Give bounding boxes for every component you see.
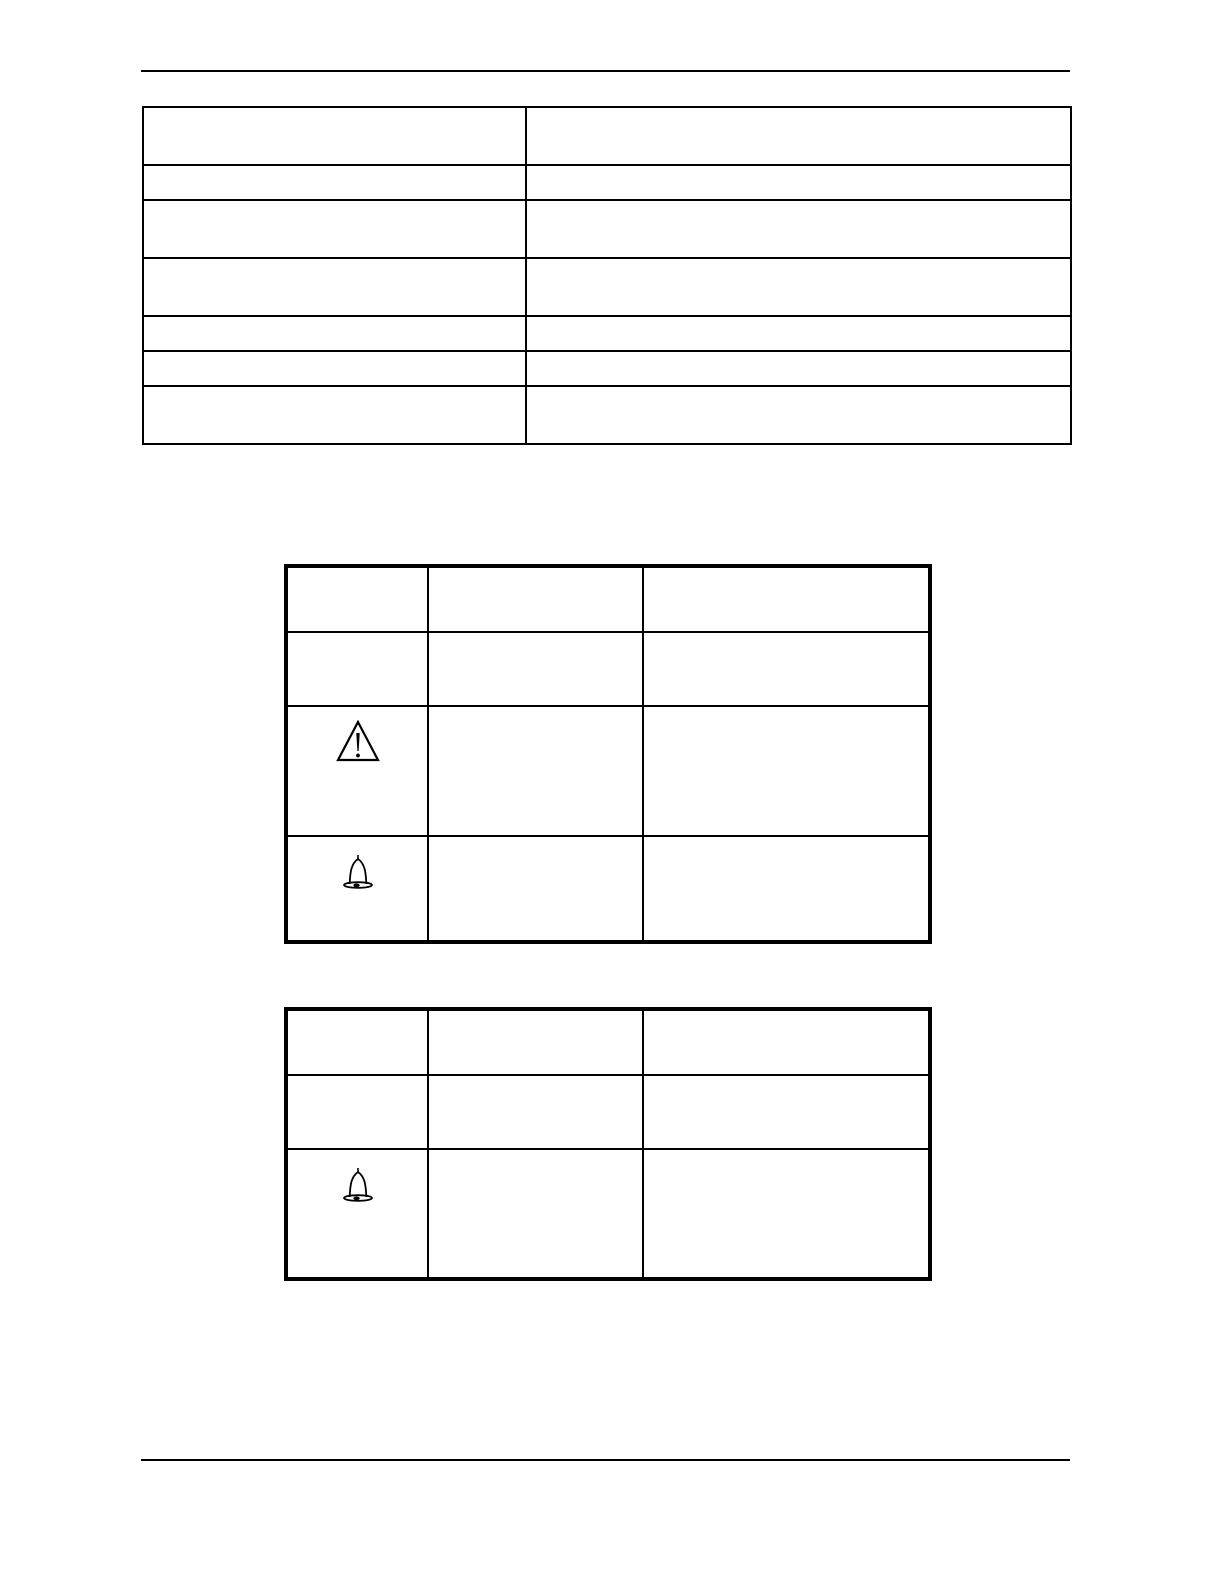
table-cell-key (143, 107, 526, 165)
table-cell-value (526, 386, 1071, 444)
description-cell (643, 632, 930, 706)
table-cell-value (526, 351, 1071, 386)
description-cell (643, 1149, 930, 1279)
table-row (286, 1075, 930, 1149)
bell-icon (338, 853, 378, 893)
table-row (143, 107, 1071, 165)
table-cell-key (143, 351, 526, 386)
footer-rule (141, 1459, 1070, 1461)
table-header-row (286, 1009, 930, 1075)
spec-table (142, 106, 1072, 445)
bell-icon (338, 1166, 378, 1206)
header-cell-symbol (286, 566, 428, 632)
table-row (286, 706, 930, 836)
table-cell-key (143, 258, 526, 316)
table-cell-key (143, 165, 526, 200)
table-row (143, 200, 1071, 258)
table-row (143, 258, 1071, 316)
term-cell (428, 706, 643, 836)
symbol-cell (286, 706, 428, 836)
warning-triangle-icon (336, 719, 380, 763)
table-header-row (286, 566, 930, 632)
symbol-cell (286, 632, 428, 706)
header-cell-description (643, 566, 930, 632)
header-cell-term (428, 1009, 643, 1075)
table-cell-value (526, 165, 1071, 200)
table-cell-key (143, 386, 526, 444)
symbol-table-2 (284, 1007, 932, 1281)
description-cell (643, 706, 930, 836)
description-cell (643, 836, 930, 942)
table-cell-value (526, 258, 1071, 316)
table-cell-key (143, 200, 526, 258)
term-cell (428, 836, 643, 942)
header-cell-symbol (286, 1009, 428, 1075)
table-cell-value (526, 107, 1071, 165)
symbol-cell (286, 1149, 428, 1279)
table-row (286, 632, 930, 706)
table-row (286, 836, 930, 942)
term-cell (428, 632, 643, 706)
header-cell-term (428, 566, 643, 632)
table-cell-key (143, 316, 526, 351)
table-row (143, 351, 1071, 386)
term-cell (428, 1149, 643, 1279)
table-cell-value (526, 200, 1071, 258)
table-cell-value (526, 316, 1071, 351)
term-cell (428, 1075, 643, 1149)
table-row (143, 165, 1071, 200)
header-cell-description (643, 1009, 930, 1075)
symbol-cell (286, 836, 428, 942)
symbol-table-1 (284, 564, 932, 944)
table-row (143, 316, 1071, 351)
table-row (286, 1149, 930, 1279)
header-rule (141, 70, 1070, 72)
table-row (143, 386, 1071, 444)
description-cell (643, 1075, 930, 1149)
symbol-cell (286, 1075, 428, 1149)
